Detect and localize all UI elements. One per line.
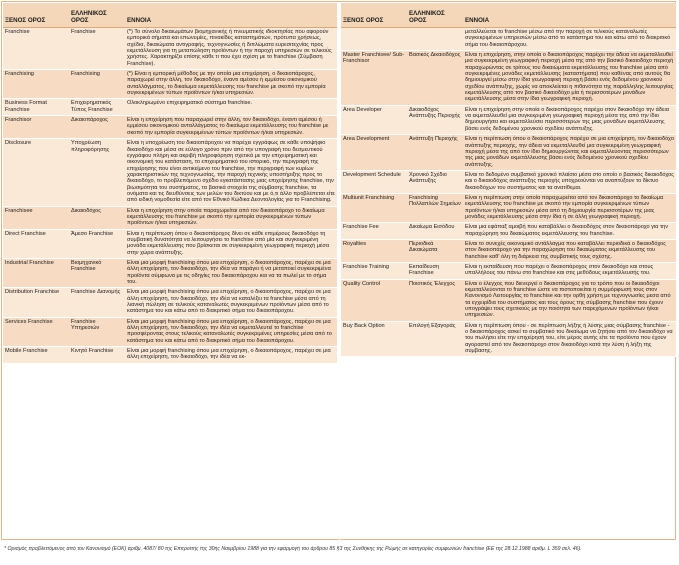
table-row <box>3 259 337 288</box>
greek-term-cell: Δικαιοδόχος <box>69 206 125 229</box>
meaning-cell: Είναι η επιχείρηση στην οποία ο δικαιοπάροχος παρέχει στον δικαιοδόχο την άδεια να εκμεταλλευθεί μια συγκεκριμένη γεωγραφική περιοχή μέσα της από την ίδιο δημιουργήσει και εκμεταλλεύσει περισσότερων της μιας μονάδων εκμετάλλευσης βάσει ενός δεδομένου χρονικού σχεδίου ανάπτυξης. <box>463 105 676 134</box>
table-row <box>341 321 676 357</box>
table-row <box>341 170 676 193</box>
greek-term-cell: Υποχρέωση πληροφόρησης <box>69 139 125 206</box>
meaning-cell: Είναι μια μορφή franchising όπου μια επιχείρηση, ο δικαιοπάροχος, παρέχει σε μια άλλη επιχείρηση, τον δικαιοδόχο, την ιδέα να καταλέξει τα franchise μέσα από τη λιανική πώληση σε τελικούς καταναλωτές συγκεκριμένων προϊόντων μέσα από το κατάστημα του και κάτω από το διακριτικό σήμα του δικαιοπάροχου. <box>125 288 337 317</box>
term-cell: Franchise <box>3 28 69 70</box>
term-cell: Franchise Fee <box>341 223 407 240</box>
meaning-cell: Είναι η εκπαίδευση που παρέχει ο δικαιοπάροχος στον δικαιοδόχο και στους υπαλλήλους του πάνω στο franchise και στις μεθόδους εκμετάλλευσής του. <box>463 263 676 280</box>
glossary-page <box>3 3 676 538</box>
greek-term-cell: Δικαίωμα Εισόδου <box>407 223 463 240</box>
header-term: ΞΕΝΟΣ ΟΡΟΣ <box>3 3 69 28</box>
greek-term-cell: Franchise Υπηρεσιών <box>69 317 125 346</box>
table-row <box>3 347 337 364</box>
meaning-cell: Είναι η περίπτωση όπου ο δικαιοπάροχος δίνει σε κάθε επιμέρους δικαιοδόχο τη συμβατική δυνατότητα να λειτουργήσει το franchise από μία και συγκεκριμένη μονάδα εκμετάλλευσης που βρίσκεται σε συγκεκριμένη γεωγραφική περιοχή μέσα στην χώρα ανάπτυξης. <box>125 229 337 258</box>
meaning-cell: μεταλλεύεται το franchise μέσω από την παροχή σε τελικούς καταναλωτές συγκεκριμένων υπηρεσιών μέσω από το κατάστημα του και κάτω από το διακριτικό σήμα του δικαιοπάροχου. <box>463 28 676 51</box>
meaning-cell: Είναι το συνεχές οικονομικό αντάλλαγμα που καταβάλλει περιοδικά ο δικαιοδόχος στον δικαιοπάροχο για την παραχώρηση του δικαιώματος εκμετάλλευσης του franchise καθ' όλη τη διάρκεια της συμβατικής τους σχέσης. <box>463 239 676 262</box>
term-cell: Royalties <box>341 239 407 262</box>
table-row <box>341 279 676 321</box>
meaning-cell: Είναι το δεδομένο συμβατικό χρονικό πλαίσιο μέσα στο οποίο ο βασικός δικαιοδόχος και ο δικαιοδόχος ανάπτυξης περιοχής υποχρεούνται να αναπτύξουν το δίκτυο δικαιοδόχων του συστήματος και τα ανατίθεμαι. <box>463 170 676 193</box>
term-cell: Industrial Franchise <box>3 259 69 288</box>
table-row <box>341 193 676 222</box>
greek-term-cell: Εκπαίδευση Franchise <box>407 263 463 280</box>
header-meaning: ΕΝΝΟΙΑ <box>463 3 676 28</box>
greek-term-cell: Ποιοτικός Έλεγχος <box>407 279 463 321</box>
meaning-cell: Είναι η επιχείρηση που παραχωρεί στην άλλη, τον δικαιοδόχο, έναντι αμέσου ή εμμέσου οικονομικού ανταλλάγματος το δικαίωμα εκμετάλλευσης του franchise με σκοπό την εμπορία συγκεκριμένων τύπων προϊόντων ή/και υπηρεσιών. <box>125 116 337 139</box>
header-greek: ΕΛΛΗΝΙΚΟΣ ΟΡΟΣ <box>407 3 463 28</box>
glossary-table-left <box>3 3 337 364</box>
table-row <box>3 229 337 258</box>
term-cell: Business Format Franchise <box>3 99 69 116</box>
table-row <box>341 28 676 51</box>
glossary-table-right <box>341 3 676 357</box>
table-row <box>341 223 676 240</box>
table-row <box>3 70 337 99</box>
term-cell: Disclosure <box>3 139 69 206</box>
meaning-cell: Είναι μια μορφή franchising όπου μια επιχείρηση, ο δικαιοπάροχος, παρέχει σε μια άλλη επιχείρηση, τον δικαιοδόχο, την ιδέα να εκ- <box>125 347 337 364</box>
table-row <box>3 28 337 70</box>
meaning-cell: (*) Είναι η εμπορική μέθοδος με την οποία μια επιχείρηση, ο δικαιοπάροχος, παραχωρεί στην άλλη, τον δικαιοδόχο, έναντι αμέσου ή εμμέσου οικονομικού ανταλλάγματος, το δικαίωμα εκμετάλλευσης του franchise με σκοπό την εμπορία συγκεκριμένων τύπων προϊόντων ή/και υπηρεσιών. <box>125 70 337 99</box>
greek-term-cell: Βιομηχανικό Franchise <box>69 259 125 288</box>
greek-term-cell: Άμεσο Franchise <box>69 229 125 258</box>
greek-term-cell: Franchising Πολλαπλών Σημείων <box>407 193 463 222</box>
glossary-column-right <box>341 3 676 538</box>
term-cell: Services Franchise <box>3 317 69 346</box>
term-cell: Area Development <box>341 135 407 171</box>
meaning-cell: Είναι η περίπτωση όπου ο δικαιοπάροχος παρέχει σε μια επιχείρηση, τον δικαιοδόχο ανάπτυξης περιοχής, την άδεια να εκμεταλλευθεί μια συγκεκριμένη γεωγραφική περιοχή μέσα της από τον ίδιο δημιουργώντας και εκμεταλλεύοντας περισσότερων της μιας μονάδων εκμετάλλευσης βάσει ενός δεδομένου χρονικού σχεδίου ανάπτυξης. <box>463 135 676 171</box>
meaning-cell: Είναι η περίπτωση όπου - σε περίπτωση λήξης ή λύσης μιας σύμβασης franchise - ο δικαιοπάροχος ασκεί το συμβατικό του δικαίωμα να ζητήσει από τον δικαιοδόχο να του πωλήσει είτε την επιχείρησή του, είτε μέρος αυτής είτε τα προϊόντα που έχουν αγοραστεί από τον δικαιοπάροχο στον δικαιοδόχο κατά την λύση ή λήξη της σύμβασης. <box>463 321 676 357</box>
meaning-cell: Είναι μια μορφή franchising όπου μια επιχείρηση, ο δικαιοπάροχος, παρέχει σε μια άλλη επιχείρηση, τον δικαιοδόχο, την ιδέα να παράγει ή να μεταποιεί συγκεκριμένα προϊόντα σύμφωνα με τις οδηγίες του δικαιοπάροχου και να τα πωλεί με το σήμα του. <box>125 259 337 288</box>
term-cell: Buy Back Option <box>341 321 407 357</box>
column-divider <box>339 6 340 541</box>
table-row <box>341 239 676 262</box>
greek-term-cell: Επιλογή Εξαγοράς <box>407 321 463 357</box>
table-row <box>341 263 676 280</box>
table-row <box>341 105 676 134</box>
meaning-cell: (*) Το σύνολο δικαιωμάτων βιομηχανικής ή πνευματικής ιδιοκτησίας που αφορούν εμπορικά σήματα και επωνυμίες, πινακίδες καταστημάτων, πρότυπα χρήσεως, σχέδια, δικαιώματα αντιγραφής, τεχνογνωσίες ή διπλώματα ευρεσιτεχνίας προς εκμετάλλευση για τη μεταπώληση προϊόντων ή την παροχή υπηρεσιών σε τελικούς χρήστες. Χαρακτηρίζει επίσης κάθε τι που έχει σχέση με το franchise (Σύμβαση Franchise). <box>125 28 337 70</box>
greek-term-cell: Δικαιοπάροχος <box>69 116 125 139</box>
meaning-cell: Είναι μια εφάπαξ αμοιβή που καταβάλλει ο δικαιοδόχος στον δικαιοπάροχο για την παραχώρηση του δικαιώματος εκμετάλλευσης του franchise. <box>463 223 676 240</box>
table-header-row <box>3 3 337 28</box>
term-cell: Mobile Franchise <box>3 347 69 364</box>
meaning-cell: Είναι η επιχείρηση στην οποία παραχωρείται από τον δικαιοπάροχο το δικαίωμα εκμετάλλευσης του franchise με σκοπό την εμπορία συγκεκριμένων τύπων προϊόντων ή/και υπηρεσιών. <box>125 206 337 229</box>
table-row <box>3 99 337 116</box>
term-cell: Distribution Franchise <box>3 288 69 317</box>
greek-term-cell: Franchise Διανομής <box>69 288 125 317</box>
table-row <box>3 317 337 346</box>
term-cell <box>341 28 407 51</box>
table-header-row <box>341 3 676 28</box>
meaning-cell: Ολοκληρωμένο επιχειρηματικό σύστημα franchise. <box>125 99 337 116</box>
term-cell: Franchisor <box>3 116 69 139</box>
term-cell: Multiunit Franchising <box>341 193 407 222</box>
term-cell: Direct Franchise <box>3 229 69 258</box>
table-row <box>3 139 337 206</box>
glossary-column-left <box>3 3 337 538</box>
glossary-body-left <box>3 28 337 364</box>
greek-term-cell: Κινητό Franchise <box>69 347 125 364</box>
term-cell: Master Franchisee/ Sub-Franchisor <box>341 51 407 106</box>
header-meaning: ΕΝΝΟΙΑ <box>125 3 337 28</box>
term-cell: Area Developer <box>341 105 407 134</box>
table-row <box>341 135 676 171</box>
greek-term-cell: Franchising <box>69 70 125 99</box>
footnote: * Ορισμός προβλεπόμενος από τον Κανονισμό (ΕΟΚ) αριθμ. 4087/ 80 της Επιτροπής της 30ής Νοεμβρίου 1988 για την εφαρμογή του άρθρου 85 §3 της Συνθήκης της Ρώμης σε κατηγορίες συμφωνιών franchise (ΕΕ της 28.12.1988 αριθμ. L 359 σελ. 46). <box>4 546 582 552</box>
header-greek: ΕΛΛΗΝΙΚΟΣ ΟΡΟΣ <box>69 3 125 28</box>
greek-term-cell: Περιοδικά Δικαιώματα <box>407 239 463 262</box>
greek-term-cell: Βασικός Δικαιοδόχος <box>407 51 463 106</box>
greek-term-cell <box>407 28 463 51</box>
term-cell: Franchise Training <box>341 263 407 280</box>
term-cell: Franchising <box>3 70 69 99</box>
greek-term-cell: Ανάπτυξη Περιοχής <box>407 135 463 171</box>
greek-term-cell: Franchise <box>69 28 125 70</box>
greek-term-cell: Επιχειρηματικός Τύπος Franchise <box>69 99 125 116</box>
meaning-cell: Είναι η υποχρέωση του δικαιοπάροχου να παρέχει εγγράφως σε κάθε υποψήφιο δικαιοδόχο και μέσα σε εύλογο χρόνο πριν από την υπογραφή του δεσμευτικού εγγράφου πλήρη και ακριβή πληροφόρηση σχετικά με την επιχειρηματική και οικονομική του κατάσταση, το επιχειρηματικό του ιστορικό, την περιγραφή της επιχείρησης που είναι αντικείμενο του franchise, την περιγραφή των κυρίων χαρακτηριστικών της τεχνογνωσίας, την παροχή τεχνικής υποστήριξης προς το δικαιοδόχο, το προβλεπόμενο σχέδιο εγκατάστασης μιας επιχείρησης franchise, την βιωσιμότητα του συστήματος, τα βασικά στοιχεία της σύμβασης franchise, τα ονόματα και τις διευθύνσεις των μελών του δικτύου και με ό,τι άλλο προβλέπεται είτε από ειδική νομοθεσία είτε από τον Εθνικό Κώδικα Δεοντολογίας για το Franchising. <box>125 139 337 206</box>
meaning-cell: Είναι η επιχείρηση, στην οποία ο δικαιοπάροχος παρέχει την άδεια να εκμεταλλευθεί μια συγκεκριμένη γεωγραφική περιοχή μέσα της από την βασικό δικαιοδόχο περιοχή παραχωρώντας σε τρίτους του δικαιώματα εκμετάλλευσης του franchise μέσα από συγκεκριμένες μονάδες εκμετάλλευσης (καταστήματα) που καθένας από αυτούς θα δημιουργεί μέσω στην ίδια γεωγραφική περιοχή βάσει ενός δεδομένου χρονικού σχεδίου ανάπτυξης, χωρίς να αποκλείεται η πιθανότητα της παράλληλης λειτουργίας εκμετάλλευσης από τον βασικό δικαιοδόχο μία ή περισσοτέρων μονάδων εκμετάλλευσης μέσα στην ίδια γεωγραφική περιοχή. <box>463 51 676 106</box>
greek-term-cell: Δικαιοδόχος Ανάπτυξης Περιοχής <box>407 105 463 134</box>
term-cell: Quality Control <box>341 279 407 321</box>
meaning-cell: Είναι η περίπτωση στην οποία παραχωρείται από τον δικαιοπάροχο το δικαίωμα εκμετάλλευσης του franchise με σκοπό την εμπορία συγκεκριμένων τύπων προϊόντων ή/και υπηρεσιών μέσα από τη δημιουργία περισσοτέρων της μιας μονάδες εκμετάλλευσης μέσα στην ίδια ή σε άλλη γεωγραφική περιοχή. <box>463 193 676 222</box>
table-row <box>341 51 676 106</box>
greek-term-cell: Χρονικό Σχέδιο Ανάπτυξης <box>407 170 463 193</box>
meaning-cell: Είναι μια μορφή franchising όπου μια επιχείρηση, ο δικαιοπάροχος, παρέχει σε μια άλλη επιχείρηση, τον δικαιοδόχο, την ιδέα να εκμεταλλευτεί το franchise προσφέροντας στους τελικούς καταναλωτές συγκεκριμένες υπηρεσίες μέσα από το κατάστημα του και κάτω από το διακριτικό σήμα του δικαιοπάροχου. <box>125 317 337 346</box>
glossary-body-right <box>341 28 676 357</box>
term-cell: Franchisee <box>3 206 69 229</box>
table-row <box>3 288 337 317</box>
header-term: ΞΕΝΟΣ ΟΡΟΣ <box>341 3 407 28</box>
table-row <box>3 116 337 139</box>
table-row <box>3 206 337 229</box>
meaning-cell: Είναι ο έλεγχος που διενεργεί ο δικαιοπάροχος για το τρόπο που οι δικαιοδόχοι εκμεταλλεύονται το franchise ώστε να πιστοποιείται η συμμόρφωσή τους στον Κανονισμό Λειτουργίας το franchise και την ορθή χρήση με τεχνογνωσίες μεσα από τα εγχειρίδια του συστήματος και τους όρους της σύμβασης franchise που έχουν υπογράψει τους σχετικούς με την ποιότητα των παρεχόμενων προϊόντων ή/και υπηρεσιών. <box>463 279 676 321</box>
term-cell: Development Schedule <box>341 170 407 193</box>
